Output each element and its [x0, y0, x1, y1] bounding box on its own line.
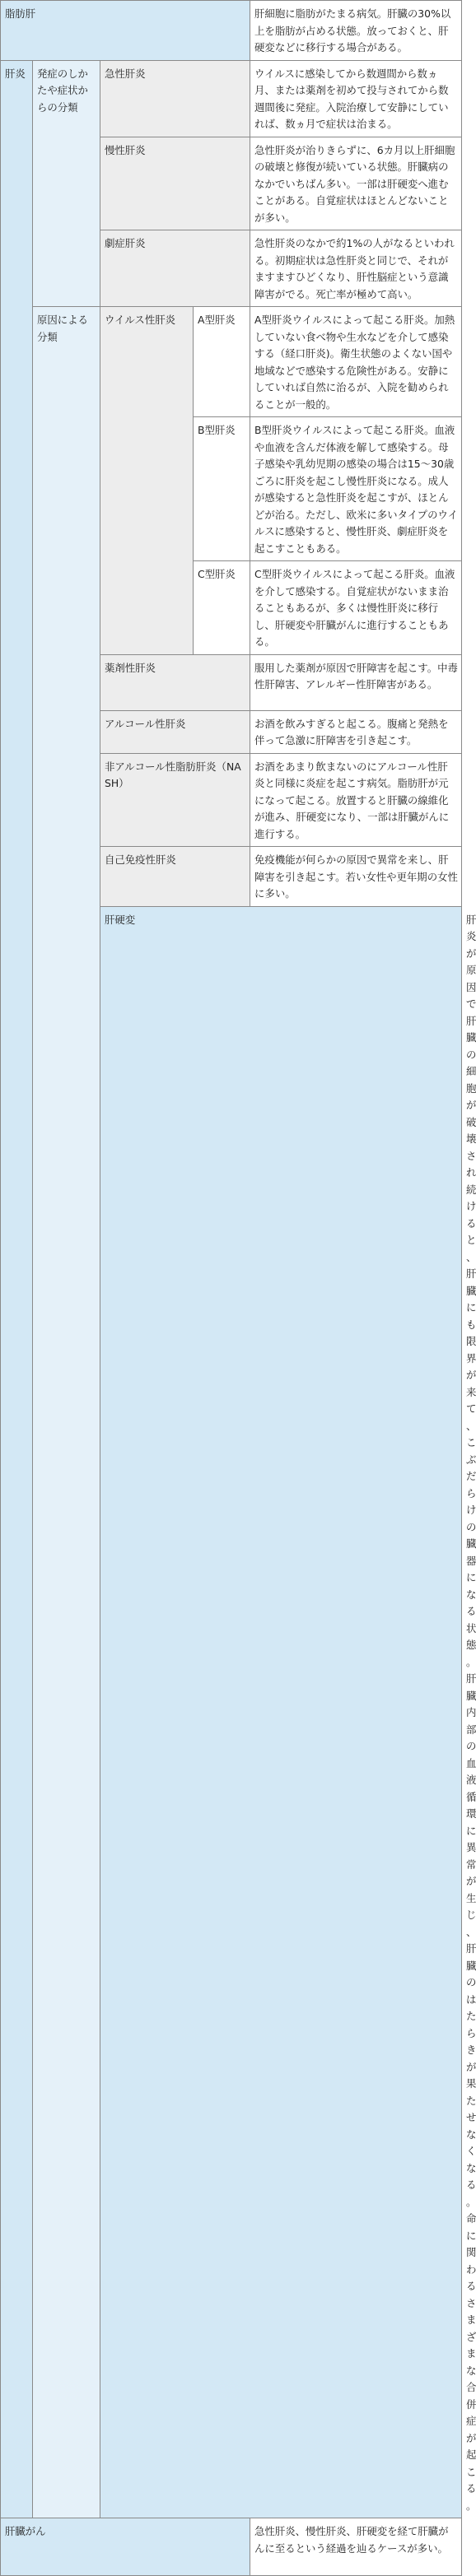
drug-hepatitis-term: 薬剤性肝炎 — [100, 654, 250, 710]
acute-hepatitis-desc: ウイルスに感染してから数週間から数ヵ月、または薬剤を初めて投与されてから数週間後に発症。入院治療して安静にしていれば、数ヵ月で症状は治まる。 — [250, 60, 462, 137]
classification-by-cause: 原因による分類 — [33, 307, 100, 2518]
row-hepatitis-a — [1, 307, 462, 417]
hepatitis-term: 肝炎 — [1, 60, 33, 2518]
nash-desc: お酒をあまり飲まないのにアルコール性肝炎と同様に炎症を起こす病気。脂肪肝が元になって起こる。放置すると肝臓の線維化が進み、肝硬変になり、一部は肝臓がんに進行する。 — [250, 753, 462, 847]
alcoholic-hepatitis-desc: お酒を飲みすぎると起こる。腹痛と発熱を伴って急激に肝障害を引き起こす。 — [250, 710, 462, 753]
nash-term: 非アルコール性脂肪肝炎（NASH） — [100, 753, 250, 847]
classification-by-symptom: 発症のしかたや症状からの分類 — [33, 60, 100, 307]
fatty-liver-term: 脂肪肝 — [1, 1, 250, 61]
acute-hepatitis-term: 急性肝炎 — [100, 60, 250, 137]
hepatitis-a-desc: A型肝炎ウイルスによって起こる肝炎。加熱していない食べ物や生水などを介して感染する（経口肝炎)。衛生状態のよくない国や地域などで感染する危険性がある。安静にしていれば自然に治るが、入院を勧められることが一般的。 — [250, 307, 462, 417]
hepatitis-c-term: C型肝炎 — [194, 561, 250, 655]
row-cirrhosis: 肝硬変 肝炎が原因で肝臓の細胞が破壊され続けると、肝臓にも限界が来て、こぶだらけの臓器になる状態。肝臓内部の血液循環に異常が生じ、肝臓のはたらきが果たせなくなる。命に関わるさまざまな合併症が起こる。 — [1, 906, 462, 2518]
row-fatty-liver — [1, 1, 462, 61]
row-liver-cancer — [1, 2518, 462, 2576]
liver-cancer-desc: 急性肝炎、慢性肝炎、肝硬変を経て肝臓がんに至るという経過を辿るケースが多い。 — [250, 2518, 462, 2576]
chronic-hepatitis-term: 慢性肝炎 — [100, 137, 250, 230]
fulminant-hepatitis-term: 劇症肝炎 — [100, 230, 250, 307]
chronic-hepatitis-desc: 急性肝炎が治りきらずに、6カ月以上肝細胞の破壊と修復が続いている状態。肝臓病のなかでいちばん多い。一部は肝硬変へ進むことがある。自覚症状はほとんどないことが多い。 — [250, 137, 462, 230]
autoimmune-hepatitis-desc: 免疫機能が何らかの原因で異常を来し、肝障害を引き起こす。若い女性や更年期の女性に多い。 — [250, 847, 462, 907]
fulminant-hepatitis-desc: 急性肝炎のなかで約1%の人がなるといわれる。初期症状は急性肝炎と同じで、それがますますひどくなり、肝性脳症という意識障害がでる。死亡率が極めて高い。 — [250, 230, 462, 307]
row-acute-hepatitis — [1, 60, 462, 137]
hepatitis-b-desc: B型肝炎ウイルスによって起こる肝炎。血液や血液を含んだ体液を解して感染する。母子感染や乳幼児期の感染の場合は15～30歳ごろに肝炎を起こし慢性肝炎になる。成人が感染すると急性肝炎を起こすが、ほとんどが治る。ただし、欧米に多いタイプのウイルスに感染すると、慢性肝炎、劇症肝炎を起こすこともある。 — [250, 417, 462, 561]
alcoholic-hepatitis-term: アルコール性肝炎 — [100, 710, 250, 753]
viral-hepatitis-term: ウイルス性肝炎 — [100, 307, 194, 655]
hepatitis-b-term: B型肝炎 — [194, 417, 250, 561]
hepatitis-a-term: A型肝炎 — [194, 307, 250, 417]
liver-cancer-term: 肝臓がん — [1, 2518, 250, 2576]
autoimmune-hepatitis-term: 自己免疫性肝炎 — [100, 847, 250, 907]
drug-hepatitis-desc: 服用した薬剤が原因で肝障害を起こす。中毒性肝障害、アレルギー性肝障害がある。 — [250, 654, 462, 710]
hepatitis-c-desc: C型肝炎ウイルスによって起こる肝炎。血液を介して感染する。自覚症状がないまま治ることもあるが、多くは慢性肝炎に移行し、肝硬変や肝臓がんに進行することもある。 — [250, 561, 462, 655]
cirrhosis-term: 肝硬変 — [100, 906, 462, 2518]
fatty-liver-desc: 肝細胞に脂肪がたまる病気。肝臓の30%以上を脂肪が占める状態。放っておくと、肝硬変などに移行する場合がある。 — [250, 1, 462, 61]
